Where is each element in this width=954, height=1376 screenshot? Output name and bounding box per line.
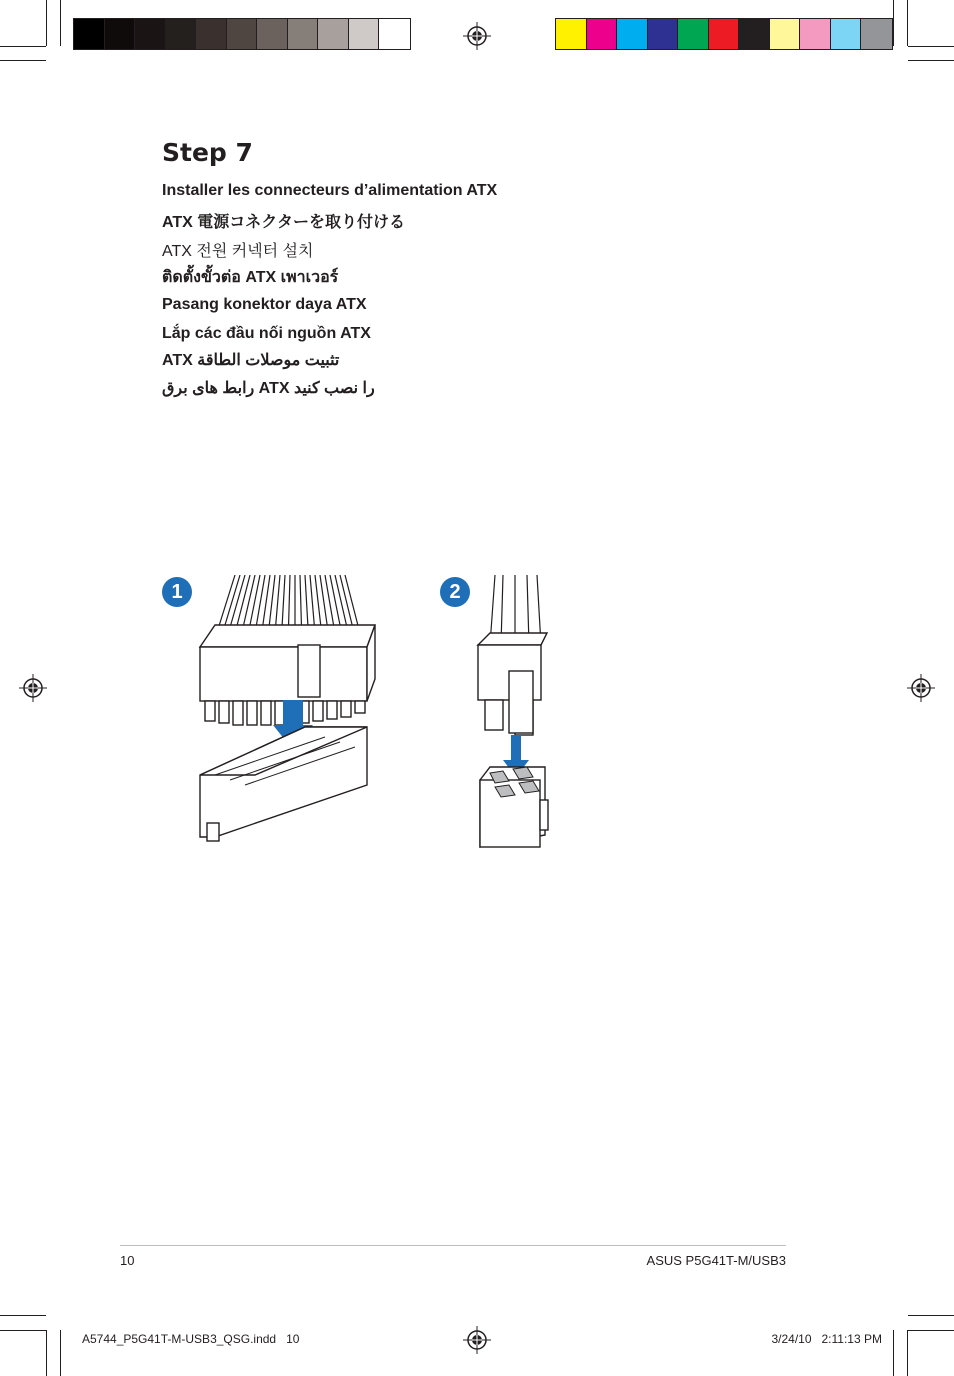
crop-mark [0,1315,46,1316]
color-swatch [196,19,227,49]
line-persian: رابط های برق ATX را نصب کنید [162,380,375,397]
line-indonesian: Pasang konektor daya ATX [162,296,367,313]
page-number: 10 [120,1253,135,1268]
color-swatch [617,19,648,49]
line-french: Installer les connecteurs d’alimentation ATX [162,182,498,199]
crop-mark [46,0,47,46]
color-swatch [709,19,740,49]
color-swatch [587,19,618,49]
line-korean: ATX 전원 커넥터 설치 [162,243,314,260]
line-vietnamese: Lắp các đầu nối nguồn ATX [162,325,371,342]
color-swatch [74,19,105,49]
line-japanese: ATX 電源コネクターを取り付ける [162,214,405,231]
line-thai: ติดตั้งขั้วต่อ ATX เพาเวอร์ [162,269,339,286]
step-badge-1: 1 [162,577,192,607]
crop-mark [60,1330,61,1376]
crop-mark [908,60,954,61]
color-swatch [831,19,862,49]
registration-mark-icon [907,674,935,702]
crop-mark [893,1330,894,1376]
color-swatch [318,19,349,49]
footer-rule [120,1245,786,1246]
color-swatch [257,19,288,49]
crop-mark [907,1330,908,1376]
crop-mark [46,1330,47,1376]
registration-mark-icon [463,1326,491,1354]
color-swatch [349,19,380,49]
color-swatch [227,19,258,49]
crop-mark [60,0,61,46]
color-swatch [800,19,831,49]
step-badge-2: 2 [440,577,470,607]
color-swatch [288,19,319,49]
crop-mark [908,1315,954,1316]
crop-mark [907,0,908,46]
registration-mark-icon [19,674,47,702]
crop-mark [893,0,894,46]
step-title: Step 7 [162,138,253,167]
color-swatch [739,19,770,49]
color-swatch [678,19,709,49]
color-swatch [556,19,587,49]
crop-mark [908,46,954,47]
color-swatch [379,19,410,49]
atx-24pin-illustration [195,575,380,845]
color-swatch [770,19,801,49]
color-swatch [166,19,197,49]
color-swatch [648,19,679,49]
crop-mark [0,60,46,61]
line-arabic: ATX تثبيت موصلات الطاقة [162,352,340,369]
color-swatch [861,19,892,49]
crop-mark [908,1330,954,1331]
crop-mark [0,46,46,47]
color-swatch [105,19,136,49]
color-swatch [135,19,166,49]
registration-mark-icon [463,22,491,50]
product-name: ASUS P5G41T-M/USB3 [646,1253,786,1268]
slug-filename: A5744_P5G41T-M-USB3_QSG.indd 10 [82,1332,300,1346]
crop-mark [0,1330,46,1331]
gray-color-bar [73,18,411,50]
atx-4pin-illustration [475,575,555,850]
slug-datetime: 3/24/10 2:11:13 PM [771,1332,882,1346]
process-color-bar [555,18,893,50]
